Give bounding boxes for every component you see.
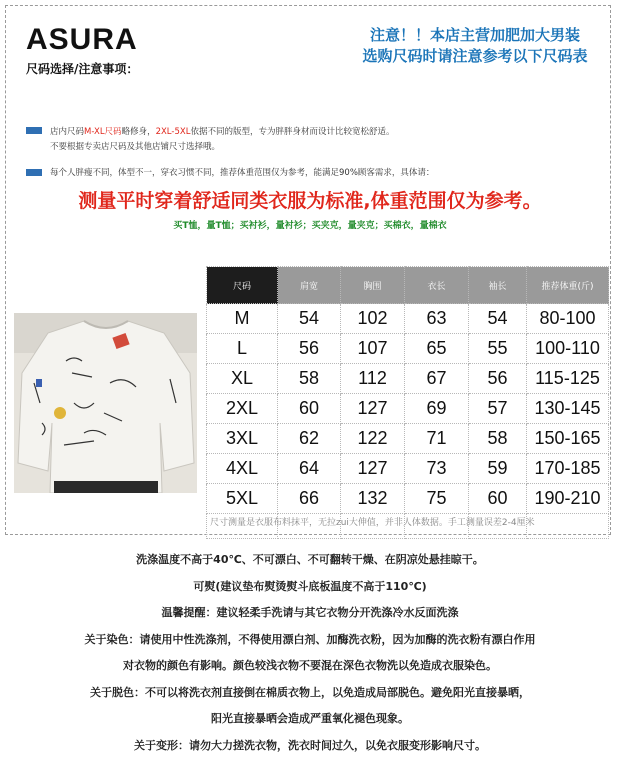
cell-shoulder: 54 — [278, 304, 341, 334]
page-subtitle: 尺码选择/注意事项： — [26, 62, 139, 76]
cell-weight: 170-185 — [527, 454, 609, 484]
intro-size-range-slim: M-XL尺码 — [84, 127, 122, 137]
intro-paragraph-2: 每个人胖瘦不同，体型不一，穿衣习惯不同，推荐体重范围仅为参考，能满足90%顾客需求，具体请： — [50, 168, 435, 178]
cell-chest: 102 — [341, 304, 405, 334]
cell-sleeve: 60 — [469, 484, 527, 514]
cell-empty — [527, 514, 609, 539]
header-weight: 推荐体重(斤) — [527, 267, 609, 304]
care-line-deform: 关于变形：请勿大力搓洗衣物，洗衣时间过久，以免衣服变形影响尺寸。 — [134, 739, 486, 752]
measure-highlight: 测量平时穿着舒适同类衣服为标准,体重范围仅为参考。 — [78, 190, 542, 212]
cell-length: 69 — [405, 394, 469, 424]
bullet-marker — [26, 169, 42, 176]
table-row — [207, 334, 609, 364]
bullet-marker — [26, 127, 42, 134]
cell-chest: 132 — [341, 484, 405, 514]
care-line-dye-2: 对衣物的颜色有影响。颜色较浅衣物不要混在深色衣物洗以免造成衣服染色。 — [123, 659, 497, 672]
cell-shoulder: 58 — [278, 364, 341, 394]
notice-line-1: 注意！！本店主营加肥加大男装 — [369, 26, 580, 44]
table-row — [207, 454, 609, 484]
header-shoulder: 肩宽 — [278, 267, 341, 304]
cell-weight: 115-125 — [527, 364, 609, 394]
cell-chest: 107 — [341, 334, 405, 364]
cell-sleeve: 54 — [469, 304, 527, 334]
cell-length: 73 — [405, 454, 469, 484]
cell-size: 4XL — [207, 454, 278, 484]
cell-size: XL — [207, 364, 278, 394]
care-line-iron: 可熨(建议垫布熨烫熨斗底板温度不高于110℃) — [193, 580, 427, 593]
cell-length: 63 — [405, 304, 469, 334]
care-line-fade-1: 关于脱色：不可以将洗衣剂直接倒在棉质衣物上，以免造成局部脱色。避免阳光直接暴晒， — [90, 686, 530, 699]
cell-chest: 127 — [341, 394, 405, 424]
product-photo — [14, 313, 197, 493]
cell-size: M — [207, 304, 278, 334]
cell-shoulder: 60 — [278, 394, 341, 424]
cell-sleeve: 55 — [469, 334, 527, 364]
compare-hint: 买T恤，量T恤；买衬衫，量衬衫；买夹克，量夹克；买棉衣，量棉衣 — [173, 221, 447, 231]
cell-shoulder: 62 — [278, 424, 341, 454]
table-row — [207, 484, 609, 514]
notice-line-2: 选购尺码时请注意参考以下尺码表 — [362, 47, 588, 65]
cell-chest: 122 — [341, 424, 405, 454]
cell-size: 2XL — [207, 394, 278, 424]
cell-length: 67 — [405, 364, 469, 394]
table-row — [207, 304, 609, 334]
cell-sleeve: 56 — [469, 364, 527, 394]
care-line-wash: 洗涤温度不高于40℃、不可漂白、不可翻转干燥、在阴凉处悬挂晾干。 — [136, 553, 484, 566]
cell-weight: 130-145 — [527, 394, 609, 424]
size-table — [206, 266, 609, 539]
cell-size: 5XL — [207, 484, 278, 514]
cell-weight: 150-165 — [527, 424, 609, 454]
cell-length: 71 — [405, 424, 469, 454]
care-line-reminder: 温馨提醒：建议轻柔手洗请与其它衣物分开洗涤冷水反面洗涤 — [161, 606, 459, 619]
brand-logo: ASURA — [26, 23, 138, 56]
care-line-fade-2: 阳光直接暴晒会造成严重氧化褪色现象。 — [211, 712, 409, 725]
cell-shoulder: 64 — [278, 454, 341, 484]
cell-weight: 100-110 — [527, 334, 609, 364]
header-sleeve: 袖长 — [469, 267, 527, 304]
intro-text: 依据不同的版型，专为胖胖身材而设计比较宽松舒适。 — [190, 127, 395, 137]
intro-text: 略修身， — [121, 127, 156, 137]
size-table-header-row — [207, 267, 609, 304]
header-length: 衣长 — [405, 267, 469, 304]
cell-chest: 112 — [341, 364, 405, 394]
cell-weight: 190-210 — [527, 484, 609, 514]
measurement-note: 尺寸测量是衣服布料抹平，无拉zui大伸值，并非人体数据。手工测量误差2-4厘米 — [210, 518, 535, 528]
cell-length: 75 — [405, 484, 469, 514]
cell-length: 65 — [405, 334, 469, 364]
cell-chest: 127 — [341, 454, 405, 484]
cell-shoulder: 56 — [278, 334, 341, 364]
cell-shoulder: 66 — [278, 484, 341, 514]
cell-weight: 80-100 — [527, 304, 609, 334]
header-chest: 胸围 — [341, 267, 405, 304]
cell-sleeve: 57 — [469, 394, 527, 424]
cell-size: 3XL — [207, 424, 278, 454]
intro-size-range-loose: 2XL-5XL — [155, 127, 191, 137]
table-row — [207, 394, 609, 424]
intro-text: 店内尺码 — [50, 127, 85, 137]
table-row — [207, 364, 609, 394]
intro-paragraph-1-line-2: 不要根据专卖店尺码及其他店铺尺寸选择哦。 — [50, 142, 221, 152]
cell-size: L — [207, 334, 278, 364]
intro-paragraph-1 — [50, 125, 394, 137]
cell-sleeve: 59 — [469, 454, 527, 484]
care-line-dye-1: 关于染色：请使用中性洗涤剂，不得使用漂白剂、加酶洗衣粉，因为加酶的洗衣粉有漂白作用 — [84, 633, 536, 646]
header-size: 尺码 — [207, 267, 278, 304]
table-row — [207, 424, 609, 454]
cell-sleeve: 58 — [469, 424, 527, 454]
